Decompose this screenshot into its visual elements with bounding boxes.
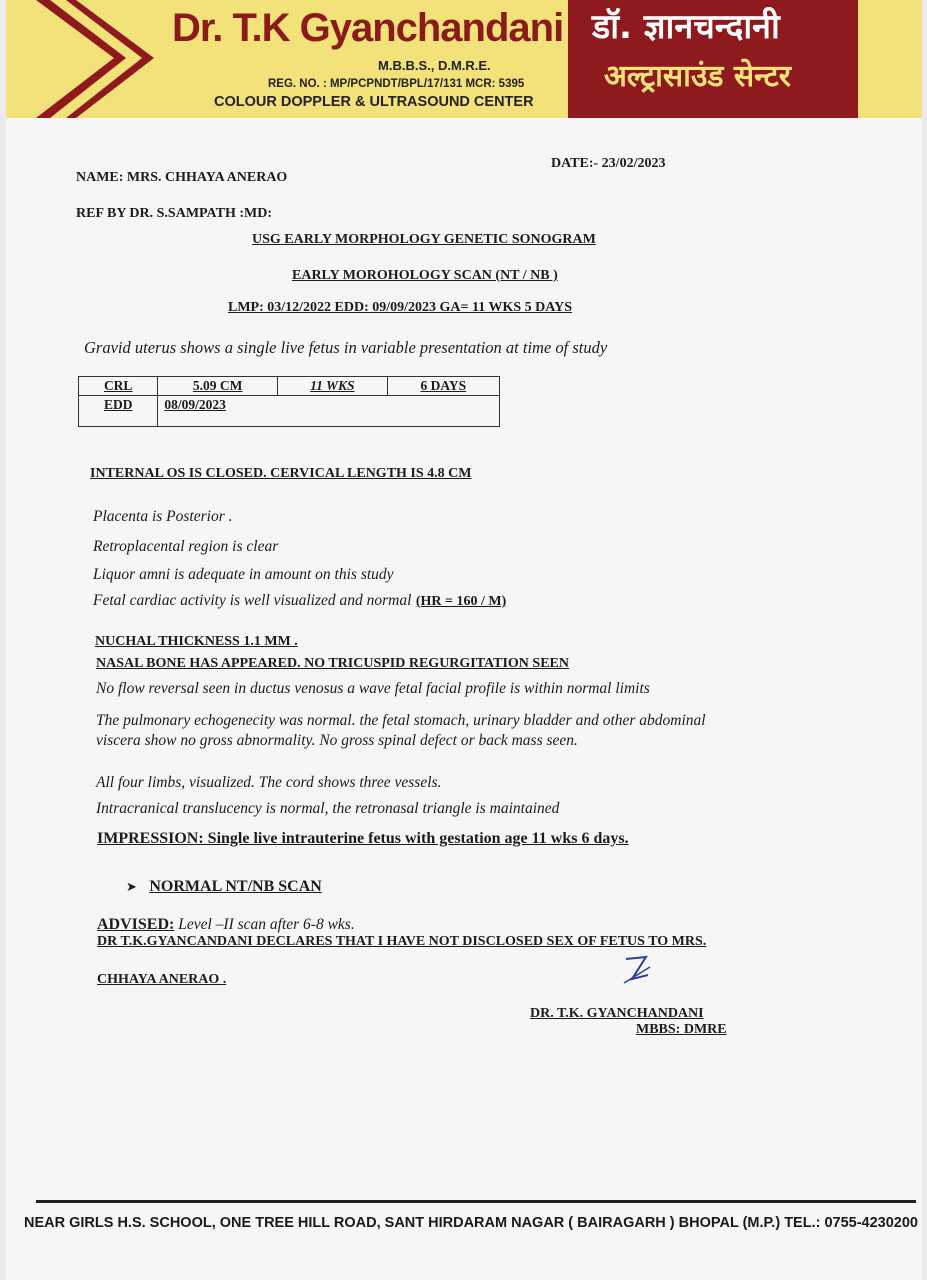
signatory-name: DR. T.K. GYANCHANDANI (530, 1006, 704, 1021)
center-name: COLOUR DOPPLER & ULTRASOUND CENTER (214, 94, 534, 110)
retroplacental-line: Retroplacental region is clear (93, 538, 279, 555)
report-title: USG EARLY MORPHOLOGY GENETIC SONOGRAM (252, 232, 596, 247)
report-date: DATE:- 23/02/2023 (551, 156, 666, 171)
intracranial-line: Intracranical translucency is normal, the retronasal triangle is maintained (96, 800, 560, 817)
pulmonary-line-1: The pulmonary echogenecity was normal. the fetal stomach, urinary bladder and other abdominal (96, 712, 706, 729)
report-subtitle: EARLY MOROHOLOGY SCAN (NT / NB ) (292, 268, 558, 283)
letterhead (6, 0, 922, 118)
registration-number: REG. NO. : MP/PCPNDT/BPL/17/131 MCR: 5395 (268, 78, 525, 90)
hindi-center-name: अल्ट्रासाउंड सेन्टर (604, 59, 791, 94)
advised-text: Level –II scan after 6-8 wks. (174, 916, 355, 933)
flow-line: No flow reversal seen in ductus venosus a wave fetal facial profile is within normal limits (96, 680, 650, 697)
declaration-line-1: DR T.K.GYANCANDANI DECLARES THAT I HAVE NOT DISCLOSED SEX OF FETUS TO MRS. (97, 934, 707, 949)
advised-label: ADVISED: (97, 916, 175, 933)
referred-by: REF BY DR. S.SAMPATH :MD: (76, 206, 272, 221)
limbs-line: All four limbs, visualized. The cord shows three vessels. (96, 774, 442, 791)
crl-label: CRL (79, 377, 158, 396)
edd-value: 08/09/2023 (158, 396, 500, 427)
crl-weeks: 11 WKS (277, 377, 387, 396)
footer-address: NEAR GIRLS H.S. SCHOOL, ONE TREE HILL ROAD, SANT HIRDARAM NAGAR ( BAIRAGARH ) BHOPAL (M.P.) TEL.: 0755-4230200 (24, 1215, 918, 1231)
advised-line (97, 916, 355, 934)
patient-name: NAME: MRS. CHHAYA ANERAO (76, 170, 288, 185)
impression-bullet (126, 878, 322, 896)
impression-line: IMPRESSION: Single live intrauterine fetus with gestation age 11 wks 6 days. (97, 830, 629, 847)
cardiac-text: Fetal cardiac activity is well visualized and normal (93, 592, 412, 609)
signature-mark-icon (618, 953, 658, 989)
lmp-edd-ga-line: LMP: 03/12/2022 EDD: 09/09/2023 GA= 11 WKS 5 DAYS (228, 300, 573, 315)
hindi-doctor-name: डॉ. ज्ञानचन्दानी (592, 7, 780, 47)
arrow-bullet-icon: ➤ (126, 879, 137, 894)
hindi-name-block (568, 0, 858, 118)
bullet-text: NORMAL NT/NB SCAN (149, 878, 322, 895)
nuchal-thickness: NUCHAL THICKNESS 1.1 MM . (95, 634, 298, 649)
signatory-degree: MBBS: DMRE (636, 1022, 727, 1037)
heart-rate: (HR = 160 / M) (415, 594, 507, 609)
internal-os-line: INTERNAL OS IS CLOSED. CERVICAL LENGTH IS 4.8 CM (90, 466, 472, 481)
crl-days: 6 DAYS (387, 377, 499, 396)
doctor-name-logo: Dr. T.K Gyanchandani (172, 6, 564, 50)
crl-value: 5.09 CM (158, 377, 278, 396)
declaration-line-2: CHHAYA ANERAO . (97, 972, 227, 987)
chevron-logo-icon (36, 0, 166, 118)
measurements-table (78, 376, 500, 427)
edd-label: EDD (79, 396, 158, 427)
pulmonary-line-2: viscera show no gross abnormality. No gross spinal defect or back mass seen. (96, 732, 578, 749)
cardiac-line (93, 592, 506, 610)
doctor-degrees: M.B.B.S., D.M.R.E. (378, 58, 491, 73)
intro-line: Gravid uterus shows a single live fetus in variable presentation at time of study (84, 338, 608, 357)
footer-divider (36, 1200, 916, 1203)
nasal-bone-line: NASAL BONE HAS APPEARED. NO TRICUSPID REGURGITATION SEEN (96, 656, 569, 671)
liquor-line: Liquor amni is adequate in amount on this study (93, 566, 394, 583)
report-page (6, 0, 922, 1280)
placenta-line: Placenta is Posterior . (93, 508, 233, 525)
